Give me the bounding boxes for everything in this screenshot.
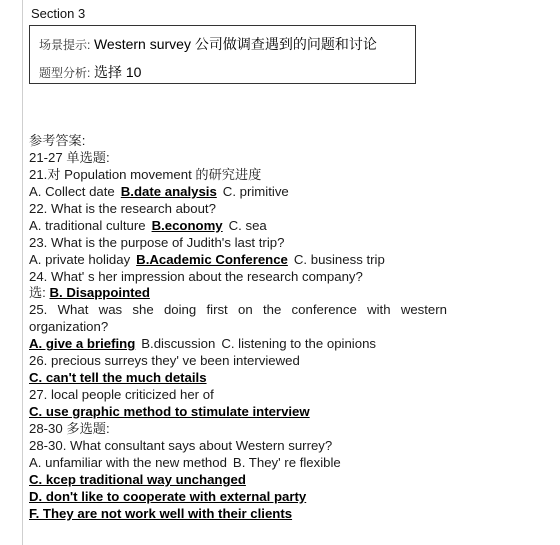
type-text: 选择 10 [93, 64, 142, 80]
q25-options [29, 336, 549, 353]
q22-options [29, 218, 549, 235]
scene-line [39, 34, 377, 54]
q26-answer-line [29, 370, 549, 387]
q23-options [29, 252, 549, 269]
q25-option-c: C. listening to the opinions [221, 336, 376, 352]
answer-key [29, 133, 549, 523]
q28-30-answer-c-line [29, 472, 549, 489]
q28-30-answer-f-line [29, 506, 549, 523]
q22-option-c: C. sea [228, 217, 267, 233]
q24-answer-line [29, 285, 549, 302]
q22-answer: B.economy [151, 217, 223, 233]
group1-label: 21-27 单选题: [29, 149, 110, 165]
answers-header: 参考答案: [29, 133, 86, 148]
q28-30-answer-d: D. don't like to cooperate with external party [29, 488, 307, 504]
q26-question: 26. precious surreys they' ve been interviewed [29, 353, 300, 369]
q28-30-answer-c: C. kcep traditional way unchanged [29, 471, 246, 487]
q21-option-c: C. primitive [222, 183, 289, 199]
q24-question: 24. What' s her impression about the research company? [29, 268, 363, 284]
q23-question: 23. What is the purpose of Judith's last trip? [29, 234, 285, 250]
q28-30-option-b: B. They' re flexible [232, 454, 341, 470]
q21-answer: B.date analysis [120, 183, 217, 199]
q28-30-answer-f: F. They are not work well with their clients [29, 505, 293, 521]
scene-label: 场景提示: [39, 38, 91, 52]
q25-answer: A. give a briefing [29, 336, 136, 352]
q22-option-a: A. traditional culture [29, 217, 146, 233]
q27-answer: C. use graphic method to stimulate interview [29, 404, 310, 420]
q24-select-prefix: 选: [29, 285, 46, 301]
q25-option-b: B.discussion [141, 336, 216, 352]
q21-options [29, 184, 549, 201]
scene-info-box [29, 25, 416, 84]
q28-30-answer-d-line [29, 489, 549, 506]
q22-question: 22. What is the research about? [29, 200, 216, 216]
q28-30-question: 28-30. What consultant says about Western surrey? [29, 437, 333, 453]
section-title: Section 3 [31, 6, 86, 21]
group2-label: 28-30 多选题: [29, 420, 110, 436]
q24-answer: B. Disappointed [49, 285, 150, 301]
q27-answer-line [29, 404, 549, 421]
scene-text: Western survey 公司做调查遇到的问题和讨论 [93, 36, 377, 52]
type-label: 题型分析: [39, 66, 91, 80]
q25-question: 25. What was she doing first on the conference with western organization? [29, 302, 447, 335]
q23-option-a: A. private holiday [29, 251, 131, 267]
q23-answer: B.Academic Conference [136, 251, 288, 267]
q23-option-c: C. business trip [293, 251, 385, 267]
margin-rule [22, 0, 23, 545]
q26-answer: C. can't tell the much details [29, 370, 207, 386]
q28-30-option-a: A. unfamiliar with the new method [29, 454, 227, 470]
q28-30-options-ab [29, 455, 549, 472]
q21-question: 21.对 Population movement 的研究进度 [29, 166, 262, 182]
q27-question: 27. local people criticized her of [29, 387, 214, 403]
type-line [39, 62, 141, 82]
q21-option-a: A. Collect date [29, 183, 115, 199]
